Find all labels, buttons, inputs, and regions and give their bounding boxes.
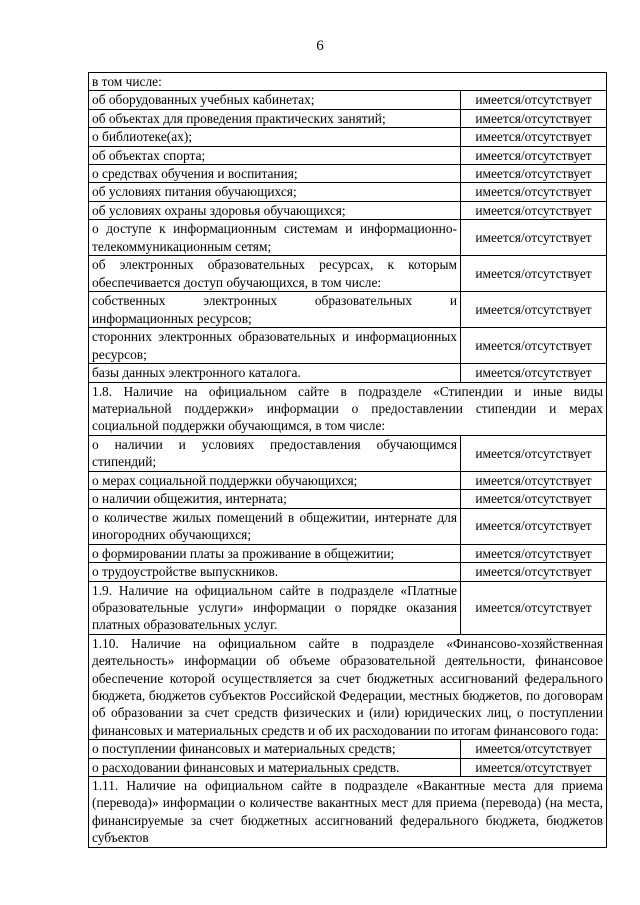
status-cell: имеется/отсутствует (461, 490, 607, 508)
row-label: о мерах социальной поддержки обучающихся; (89, 471, 461, 489)
status-cell: имеется/отсутствует (461, 256, 607, 292)
row-label: об электронных образовательных ресурсах, к которым обеспечивается доступ обучающихся, в том числе: (89, 256, 461, 292)
table-row (89, 490, 607, 508)
row-label: об оборудованных учебных кабинетах; (89, 91, 461, 109)
section-row (89, 776, 607, 847)
table-row (89, 183, 607, 201)
status-cell: имеется/отсутствует (461, 128, 607, 146)
status-cell: имеется/отсутствует (461, 165, 607, 183)
table-row (89, 73, 607, 91)
table-row (89, 563, 607, 581)
status-cell: имеется/отсутствует (461, 91, 607, 109)
status-cell: имеется/отсутствует (461, 563, 607, 581)
section-heading-1-11: 1.11. Наличие на официальном сайте в подразделе «Вакантные места для приема (перевода)» информации о количестве вакантных мест для приема (перевода) (на места, финансируемые за счет бюджетных ассигнований федерального бюджета, бюджетов субъектов (89, 776, 607, 847)
table-row (89, 165, 607, 183)
page-number: 6 (316, 38, 324, 54)
status-cell: имеется/отсутствует (461, 146, 607, 164)
row-label: об условиях питания обучающихся; (89, 183, 461, 201)
row-label: собственных электронных образовательных и информационных ресурсов; (89, 292, 461, 328)
row-label: сторонних электронных образовательных и информационных ресурсов; (89, 328, 461, 364)
status-cell: имеется/отсутствует (461, 364, 607, 382)
status-cell: имеется/отсутствует (461, 435, 607, 471)
status-cell: имеется/отсутствует (461, 201, 607, 219)
status-cell: имеется/отсутствует (461, 758, 607, 776)
status-cell: имеется/отсутствует (461, 508, 607, 544)
table-row (89, 201, 607, 219)
row-label: о доступе к информационным системам и информационно-телекоммуникационным сетям; (89, 220, 461, 256)
status-cell: имеется/отсутствует (461, 292, 607, 328)
table-row (89, 91, 607, 109)
section-heading-1-8: 1.8. Наличие на официальном сайте в подразделе «Стипендии и иные виды материальной поддержки» информации о предоставлении стипендии и мерах социальной поддержки обучающимся, в том числе: (89, 382, 607, 435)
table-row (89, 220, 607, 256)
section-heading-1-10: 1.10. Наличие на официальном сайте в подразделе «Финансово-хозяйственная деятельность» информации об объеме образовательной деятельности, финансовое обеспечение которой осуществляется за счет бюджетных ассигнований федерального бюджета, бюджетов субъектов Российской Федерации, местных бюджетов, по договорам об образовании за счет средств физических и (или) юридических лиц, о поступлении финансовых и материальных средств и об их расходовании по итогам финансового года: (89, 634, 607, 739)
section-row (89, 581, 607, 634)
table-row (89, 292, 607, 328)
section-row (89, 382, 607, 435)
row-label: о библиотеке(ах); (89, 128, 461, 146)
status-cell: имеется/отсутствует (461, 544, 607, 562)
table-row (89, 544, 607, 562)
row-label: о средствах обучения и воспитания; (89, 165, 461, 183)
table-row (89, 471, 607, 489)
table-row (89, 740, 607, 758)
table-row (89, 364, 607, 382)
table-row (89, 256, 607, 292)
status-cell: имеется/отсутствует (461, 109, 607, 127)
row-label: об объектах для проведения практических занятий; (89, 109, 461, 127)
row-label: о расходовании финансовых и материальных средств. (89, 758, 461, 776)
row-label: в том числе: (89, 73, 607, 91)
criteria-table (88, 72, 607, 848)
status-cell: имеется/отсутствует (461, 183, 607, 201)
table-row (89, 508, 607, 544)
row-label: о трудоустройстве выпускников. (89, 563, 461, 581)
section-row (89, 634, 607, 739)
table-row (89, 435, 607, 471)
row-label: о наличии общежития, интерната; (89, 490, 461, 508)
table-row (89, 128, 607, 146)
status-cell: имеется/отсутствует (461, 328, 607, 364)
table-row (89, 109, 607, 127)
status-cell: имеется/отсутствует (461, 581, 607, 634)
row-label: базы данных электронного каталога. (89, 364, 461, 382)
status-cell: имеется/отсутствует (461, 740, 607, 758)
status-cell: имеется/отсутствует (461, 220, 607, 256)
table-row (89, 328, 607, 364)
row-label: о формировании платы за проживание в общежитии; (89, 544, 461, 562)
row-label: об объектах спорта; (89, 146, 461, 164)
table-row (89, 758, 607, 776)
row-label: о наличии и условиях предоставления обучающимся стипендий; (89, 435, 461, 471)
row-label: о количестве жилых помещений в общежитии, интернате для иногородних обучающихся; (89, 508, 461, 544)
section-heading-1-9: 1.9. Наличие на официальном сайте в подразделе «Платные образовательные услуги» информации о порядке оказания платных образовательных услуг. (89, 581, 461, 634)
row-label: об условиях охраны здоровья обучающихся; (89, 201, 461, 219)
row-label: о поступлении финансовых и материальных средств; (89, 740, 461, 758)
table-row (89, 146, 607, 164)
status-cell: имеется/отсутствует (461, 471, 607, 489)
